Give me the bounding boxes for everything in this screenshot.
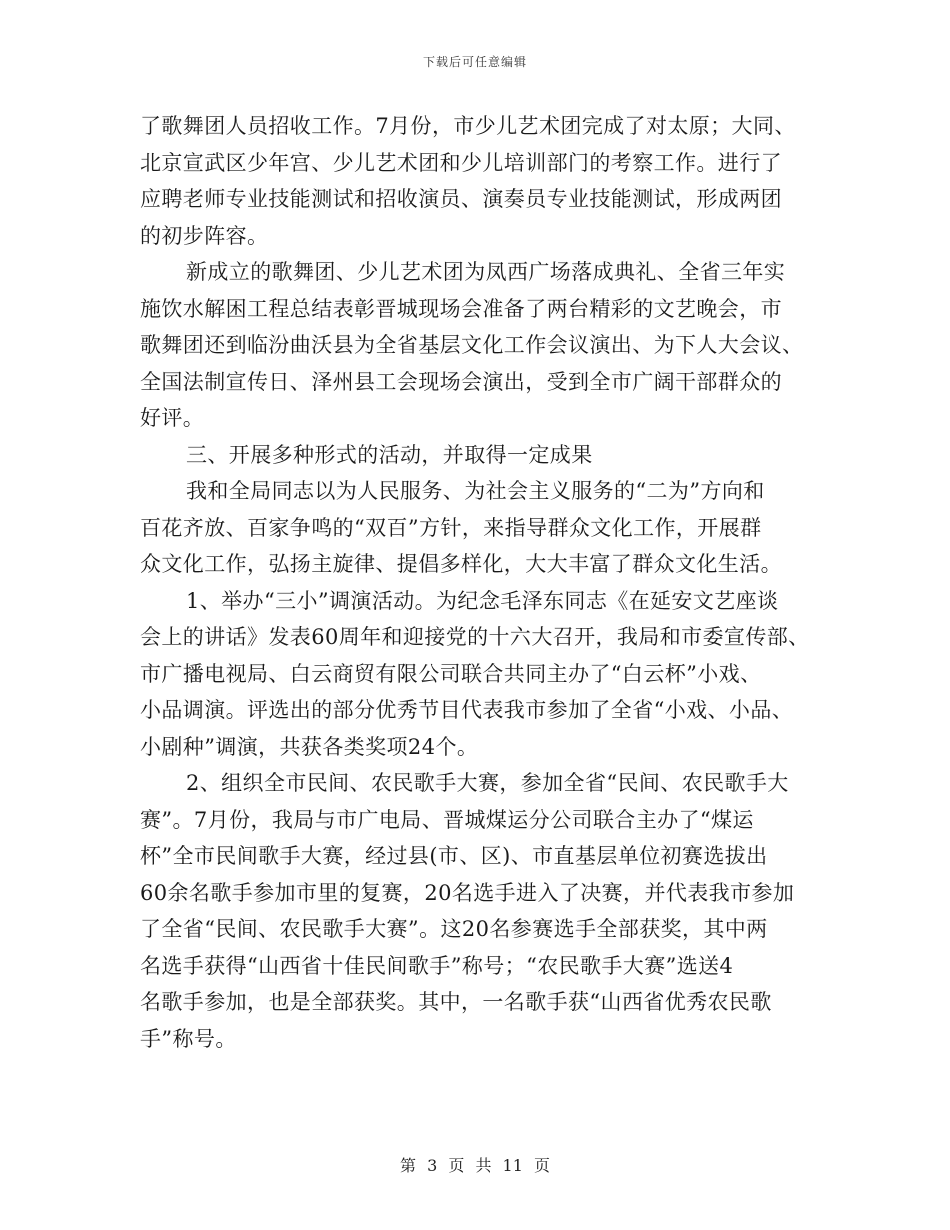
paragraph-start: 2、组织全市民间、农民歌手大赛，参加全省“民间、农民歌手大: [186, 771, 789, 795]
page-number: 第 3 页 共 11 页: [400, 1156, 550, 1175]
text-line: 好评。: [140, 406, 205, 430]
header-note: 下载后可任意编辑: [422, 55, 527, 69]
text-line: 众文化工作，弘扬主旋律、提倡多样化，大大丰富了群众文化生活。: [140, 552, 782, 576]
text-line: 60余名歌手参加市里的复赛，20名选手进入了决赛，并代表我市参加: [140, 880, 795, 905]
text-line: 赛”。7月份，我局与市广电局、晋城煤运分公司联合主办了“煤运: [140, 807, 754, 832]
paragraph-start: 新成立的歌舞团、少儿艺术团为凤西广场落成典礼、全省三年实: [186, 260, 786, 284]
text-line: 了全省“民间、农民歌手大赛”。这20名参赛选手全部获奖，其中两: [140, 917, 768, 941]
text-line: 名选手获得“山西省十佳民间歌手”称号；“农民歌手大赛”选送4: [140, 953, 734, 978]
paragraph-start: 我和全局同志以为人民服务、为社会主义服务的“二为”方向和: [186, 479, 765, 503]
text-line: 歌舞团还到临汾曲沃县为全省基层文化工作会议演出、为下人大会议、: [140, 333, 804, 357]
section-heading: 三、开展多种形式的活动，并取得一定成果: [186, 442, 593, 467]
text-line: 北京宣武区少年宫、少儿艺术团和少儿培训部门的考察工作。进行了: [140, 150, 782, 175]
text-line: 百花齐放、百家争鸣的“双百”方针，来指导群众文化工作，开展群: [140, 515, 762, 540]
text-line: 手”称号。: [140, 1026, 237, 1051]
text-line: 会上的讲话》发表60周年和迎接党的十六大召开，我局和市委宣传部、: [140, 625, 810, 649]
text-line: 杯”全市民间歌手大赛，经过县(市、区)、市直基层单位初赛选拔出: [140, 844, 768, 868]
text-line: 小品调演。评选出的部分优秀节目代表我市参加了全省“小戏、小品、: [140, 698, 794, 722]
text-line: 应聘老师专业技能测试和招收演员、演奏员专业技能测试，形成两团: [140, 187, 782, 211]
body-text: [140, 108, 820, 1057]
text-line: 市广播电视局、白云商贸有限公司联合共同主办了“白云杯”小戏、: [140, 661, 762, 686]
paragraph-start: 1、举办“三小”调演活动。为纪念毛泽东同志《在延安文艺座谈: [186, 588, 779, 613]
text-line: 小剧种”调演，共获各类奖项24个。: [140, 734, 479, 759]
text-line: 施饮水解困工程总结表彰晋城现场会准备了两台精彩的文艺晚会，市: [140, 296, 782, 321]
text-line: 了歌舞团人员招收工作。7月份，市少儿艺术团完成了对太原；大同、: [140, 114, 796, 138]
text-line: 名歌手参加，也是全部获奖。其中，一名歌手获“山西省优秀农民歌: [140, 990, 772, 1014]
text-line: 的初步阵容。: [140, 223, 269, 248]
text-line: 全国法制宣传日、泽州县工会现场会演出，受到全市广阔干部群众的: [140, 369, 782, 394]
